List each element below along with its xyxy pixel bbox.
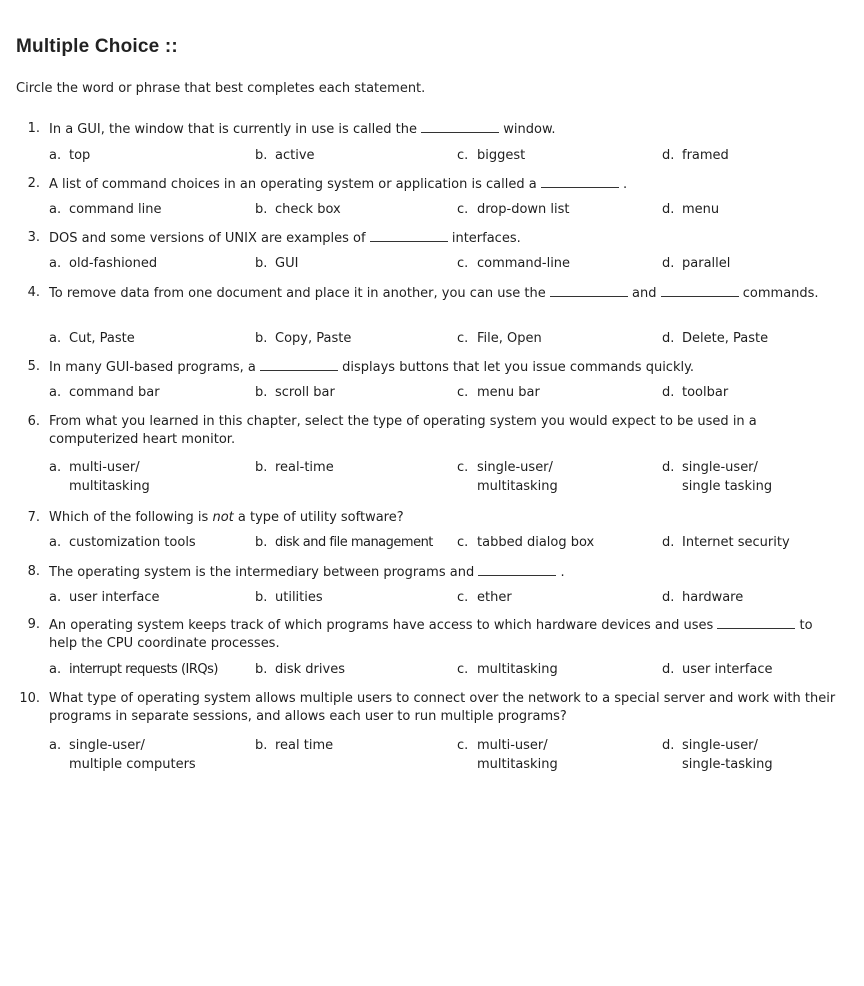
choice-text-line-2: multitasking bbox=[477, 479, 558, 494]
choice-b[interactable] bbox=[255, 200, 341, 219]
choice-text: framed bbox=[682, 148, 729, 163]
choice-text: menu bar bbox=[477, 385, 540, 400]
answer-blank bbox=[478, 563, 556, 576]
choice-letter: b. bbox=[255, 590, 268, 605]
choice-a[interactable] bbox=[49, 329, 135, 348]
choice-letter: d. bbox=[662, 535, 675, 550]
choice-letter: d. bbox=[662, 202, 675, 217]
choice-d[interactable] bbox=[662, 660, 772, 679]
instructions: Circle the word or phrase that best completes each statement. bbox=[16, 81, 426, 96]
choice-text: user interface bbox=[682, 662, 773, 677]
choice-letter: d. bbox=[662, 590, 675, 605]
choice-text: GUI bbox=[275, 256, 299, 271]
choice-letter: d. bbox=[662, 460, 675, 475]
choice-text: toolbar bbox=[682, 385, 729, 400]
choice-text: single-user/ bbox=[69, 738, 145, 753]
choice-c[interactable] bbox=[457, 458, 558, 496]
choice-text: File, Open bbox=[477, 331, 542, 346]
choice-text: scroll bar bbox=[275, 385, 335, 400]
answer-blank bbox=[541, 175, 619, 188]
question-text bbox=[49, 175, 627, 194]
choice-letter: d. bbox=[662, 385, 675, 400]
choice-text: old-fashioned bbox=[69, 256, 158, 271]
choice-a[interactable] bbox=[49, 458, 150, 496]
choice-text: interrupt requests (IRQs) bbox=[69, 662, 218, 677]
choice-b[interactable] bbox=[255, 146, 315, 165]
choice-text: multi-user/ bbox=[69, 460, 140, 475]
question-text-part: . bbox=[556, 565, 565, 580]
choice-text-line-2: multitasking bbox=[477, 757, 558, 772]
choice-letter: a. bbox=[49, 331, 62, 346]
choice-text: tabbed dialog box bbox=[477, 535, 595, 550]
choice-c[interactable] bbox=[457, 660, 558, 679]
answer-blank bbox=[260, 358, 338, 371]
question-text-part: . bbox=[618, 177, 628, 192]
choice-c[interactable] bbox=[457, 736, 558, 774]
question-text: What type of operating system allows multiple users to connect over the network to a special server and work with their programs in separate sessions, and allows each user to run multiple programs? bbox=[49, 691, 836, 724]
question-text-part: and bbox=[627, 286, 661, 301]
choice-text: multi-user/ bbox=[477, 738, 548, 753]
question-text-part: interfaces. bbox=[447, 231, 521, 246]
choice-letter: d. bbox=[662, 148, 675, 163]
question-text-part: a type of utility software? bbox=[233, 510, 404, 525]
answer-blank bbox=[421, 120, 499, 133]
choice-letter: a. bbox=[49, 202, 62, 217]
question-6 bbox=[0, 413, 864, 503]
choice-c[interactable] bbox=[457, 383, 540, 402]
choice-text: Cut, Paste bbox=[69, 331, 135, 346]
question-number: 10. bbox=[19, 691, 40, 706]
emphasis-not: not bbox=[212, 510, 234, 525]
choice-text: utilities bbox=[275, 590, 323, 605]
choice-letter: c. bbox=[457, 256, 469, 271]
choice-text: customization tools bbox=[69, 535, 196, 550]
question-7 bbox=[0, 509, 864, 555]
choice-letter: b. bbox=[255, 662, 268, 677]
choice-letter: a. bbox=[49, 738, 62, 753]
choice-letter: a. bbox=[49, 148, 62, 163]
question-text-part: commands. bbox=[738, 286, 819, 301]
choice-letter: b. bbox=[255, 535, 268, 550]
choice-text: multitasking bbox=[477, 662, 558, 677]
question-number: 2. bbox=[27, 176, 40, 191]
question-text-part: window. bbox=[499, 122, 556, 137]
choice-text: Delete, Paste bbox=[682, 331, 769, 346]
choice-letter: a. bbox=[49, 590, 62, 605]
answer-blank bbox=[370, 229, 448, 242]
choice-c[interactable] bbox=[457, 588, 512, 607]
choice-letter: a. bbox=[49, 662, 62, 677]
choice-a[interactable] bbox=[49, 533, 196, 552]
choice-letter: c. bbox=[457, 148, 469, 163]
choice-b[interactable] bbox=[255, 736, 333, 755]
question-3 bbox=[0, 229, 864, 275]
choice-text: real time bbox=[275, 738, 334, 753]
choice-c[interactable] bbox=[457, 146, 525, 165]
choice-letter: d. bbox=[662, 662, 675, 677]
choice-b[interactable] bbox=[255, 458, 334, 477]
choice-a[interactable] bbox=[49, 383, 160, 402]
choice-text: single-user/ bbox=[682, 738, 758, 753]
question-text-part: The operating system is the intermediary between programs and bbox=[49, 565, 479, 580]
choice-letter: b. bbox=[255, 738, 268, 753]
choice-letter: c. bbox=[457, 535, 469, 550]
choice-a[interactable] bbox=[49, 660, 218, 679]
choice-text: command bar bbox=[69, 385, 160, 400]
question-5 bbox=[0, 358, 864, 404]
choice-text-line-2: single-tasking bbox=[682, 757, 773, 772]
choice-text: single-user/ bbox=[682, 460, 758, 475]
choice-letter: c. bbox=[457, 662, 469, 677]
choice-text: disk and file management bbox=[275, 535, 433, 550]
section-title: Multiple Choice :: bbox=[16, 36, 178, 57]
choice-text: top bbox=[69, 148, 91, 163]
answer-blank bbox=[550, 284, 628, 297]
choice-text-line-2: multiple computers bbox=[69, 757, 196, 772]
choice-d[interactable] bbox=[662, 736, 773, 774]
question-1 bbox=[0, 120, 864, 166]
question-10 bbox=[0, 690, 864, 780]
question-text-part: An operating system keeps track of which programs have access to which hardware devices and uses bbox=[49, 618, 718, 633]
choice-letter: b. bbox=[255, 460, 268, 475]
choice-letter: a. bbox=[49, 535, 62, 550]
choice-c[interactable] bbox=[457, 254, 570, 273]
question-number: 3. bbox=[27, 230, 40, 245]
choice-d[interactable] bbox=[662, 383, 728, 402]
choice-b[interactable] bbox=[255, 254, 298, 273]
choice-d[interactable] bbox=[662, 329, 768, 348]
choice-text: menu bbox=[682, 202, 720, 217]
question-number: 9. bbox=[27, 617, 40, 632]
question-text-part: In many GUI-based programs, a bbox=[49, 360, 261, 375]
question-number: 4. bbox=[27, 285, 40, 300]
question-text bbox=[49, 509, 404, 527]
answer-blank bbox=[661, 284, 739, 297]
choice-a[interactable] bbox=[49, 736, 196, 774]
choice-d[interactable] bbox=[662, 588, 743, 607]
question-text bbox=[49, 563, 565, 582]
choice-text: command-line bbox=[477, 256, 571, 271]
question-text bbox=[49, 229, 521, 248]
question-text bbox=[49, 616, 839, 653]
choice-text: ether bbox=[477, 590, 512, 605]
question-text-part: A list of command choices in an operating system or application is called a bbox=[49, 177, 541, 192]
question-text-part: to help the CPU coordinate processes. bbox=[49, 618, 813, 651]
choice-b[interactable] bbox=[255, 660, 345, 679]
choice-c[interactable] bbox=[457, 533, 594, 552]
choice-b[interactable] bbox=[255, 329, 351, 348]
choice-text: drop-down list bbox=[477, 202, 570, 217]
choice-letter: c. bbox=[457, 460, 469, 475]
question-number: 7. bbox=[27, 510, 40, 525]
choice-a[interactable] bbox=[49, 146, 90, 165]
choice-text: active bbox=[275, 148, 315, 163]
question-number: 1. bbox=[27, 121, 40, 136]
choice-letter: b. bbox=[255, 202, 268, 217]
question-text-part: Which of the following is bbox=[49, 510, 213, 525]
choice-text-line-2: multitasking bbox=[69, 479, 150, 494]
choice-b[interactable] bbox=[255, 383, 335, 402]
choice-letter: a. bbox=[49, 385, 62, 400]
question-text bbox=[49, 284, 839, 303]
choice-b[interactable] bbox=[255, 533, 433, 552]
choice-text: real-time bbox=[275, 460, 334, 475]
choice-c[interactable] bbox=[457, 200, 570, 219]
choice-letter: c. bbox=[457, 590, 469, 605]
choice-a[interactable] bbox=[49, 200, 161, 219]
choice-letter: c. bbox=[457, 385, 469, 400]
question-text bbox=[49, 358, 694, 377]
choice-c[interactable] bbox=[457, 329, 542, 348]
choice-d[interactable] bbox=[662, 458, 772, 496]
choice-b[interactable] bbox=[255, 588, 323, 607]
choice-text: check box bbox=[275, 202, 341, 217]
choice-a[interactable] bbox=[49, 254, 157, 273]
choice-d[interactable] bbox=[662, 146, 729, 165]
choice-d[interactable] bbox=[662, 254, 730, 273]
choice-d[interactable] bbox=[662, 533, 790, 552]
question-9 bbox=[0, 616, 864, 682]
question-text-part: To remove data from one document and place it in another, you can use the bbox=[49, 286, 550, 301]
choice-letter: b. bbox=[255, 148, 268, 163]
choice-text: user interface bbox=[69, 590, 160, 605]
choice-letter: c. bbox=[457, 202, 469, 217]
choice-letter: d. bbox=[662, 738, 675, 753]
choice-text: command line bbox=[69, 202, 162, 217]
choice-letter: b. bbox=[255, 331, 268, 346]
choice-text: disk drives bbox=[275, 662, 345, 677]
question-text bbox=[49, 120, 556, 139]
question-number: 8. bbox=[27, 564, 40, 579]
choice-text: Copy, Paste bbox=[275, 331, 352, 346]
question-2 bbox=[0, 175, 864, 221]
choice-a[interactable] bbox=[49, 588, 159, 607]
question-number: 6. bbox=[27, 414, 40, 429]
question-text-part: DOS and some versions of UNIX are examples of bbox=[49, 231, 370, 246]
choice-d[interactable] bbox=[662, 200, 719, 219]
choice-letter: a. bbox=[49, 256, 62, 271]
choice-letter: c. bbox=[457, 331, 469, 346]
choice-text-line-2: single tasking bbox=[682, 479, 773, 494]
question-text-part: In a GUI, the window that is currently in use is called the bbox=[49, 122, 422, 137]
choice-text: parallel bbox=[682, 256, 731, 271]
choice-text: hardware bbox=[682, 590, 744, 605]
choice-letter: d. bbox=[662, 331, 675, 346]
choice-letter: c. bbox=[457, 738, 469, 753]
choice-text: single-user/ bbox=[477, 460, 553, 475]
question-number: 5. bbox=[27, 359, 40, 374]
choice-letter: b. bbox=[255, 385, 268, 400]
question-text: From what you learned in this chapter, select the type of operating system you would expect to be used in a computerized heart monitor. bbox=[49, 414, 757, 447]
question-text-part: displays buttons that let you issue commands quickly. bbox=[338, 360, 695, 375]
choice-text: biggest bbox=[477, 148, 526, 163]
question-8 bbox=[0, 563, 864, 609]
choice-letter: a. bbox=[49, 460, 62, 475]
choice-letter: b. bbox=[255, 256, 268, 271]
question-4 bbox=[0, 284, 864, 350]
answer-blank bbox=[717, 616, 795, 629]
choice-text: Internet security bbox=[682, 535, 790, 550]
choice-letter: d. bbox=[662, 256, 675, 271]
